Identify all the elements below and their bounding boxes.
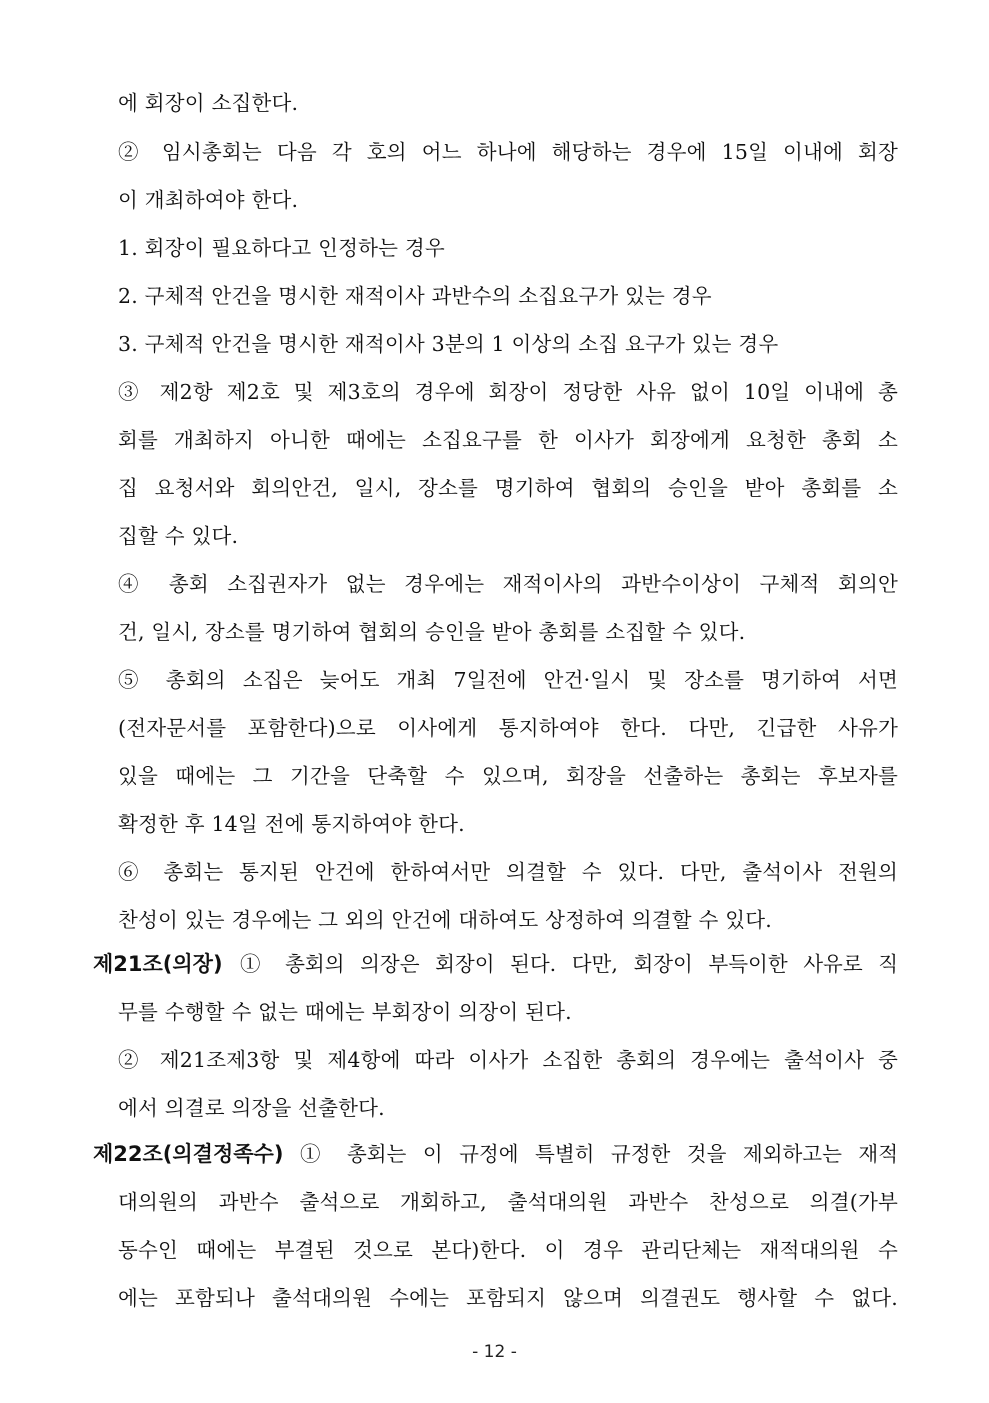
text-line: 이 개최하여야 한다.: [118, 188, 299, 212]
text-line: 건, 일시, 장소를 명기하여 협회의 승인을 받아 총회를 소집할 수 있다.: [118, 620, 746, 644]
text-line: ② 제21조제3항 및 제4항에 따라 이사가 소집한 총회의 경우에는 출석이사 중: [118, 1048, 898, 1072]
text-line: 에 회장이 소집한다.: [118, 91, 299, 115]
text-line: ③ 제2항 제2호 및 제3호의 경우에 회장이 정당한 사유 없이 10일 이내에 총: [118, 380, 898, 404]
text-line: 회를 개최하지 아니한 때에는 소집요구를 한 이사가 회장에게 요청한 총회 소: [118, 428, 898, 452]
text-line: ⑥ 총회는 통지된 안건에 한하여서만 의결할 수 있다. 다만, 출석이사 전원의: [118, 860, 898, 884]
text-line: 에는 포함되나 출석대의원 수에는 포함되지 않으며 의결권도 행사할 수 없다.: [118, 1286, 898, 1310]
text-line: 무를 수행할 수 없는 때에는 부회장이 의장이 된다.: [118, 1000, 572, 1024]
text-line: 에서 의결로 의장을 선출한다.: [118, 1096, 385, 1120]
article-21-heading: 제21조(의장): [93, 952, 223, 976]
text-line: ④ 총회 소집권자가 없는 경우에는 재적이사의 과반수이상이 구체적 회의안: [118, 572, 898, 596]
text-line: 집 요청서와 회의안건, 일시, 장소를 명기하여 협회의 승인을 받아 총회를 소: [118, 476, 898, 500]
text-line: 동수인 때에는 부결된 것으로 본다)한다. 이 경우 관리단체는 재적대의원 수: [118, 1238, 898, 1262]
text-line: ② 임시총회는 다음 각 호의 어느 하나에 해당하는 경우에 15일 이내에 회장: [118, 140, 898, 164]
text-line: 집할 수 있다.: [118, 524, 239, 548]
text-line: 3. 구체적 안건을 명시한 재적이사 3분의 1 이상의 소집 요구가 있는 경우: [118, 332, 779, 356]
text-line: 찬성이 있는 경우에는 그 외의 안건에 대하여도 상정하여 의결할 수 있다.: [118, 908, 772, 932]
text-line: 확정한 후 14일 전에 통지하여야 한다.: [118, 812, 465, 836]
article-22-heading: 제22조(의결정족수): [93, 1142, 284, 1166]
text-line: 1. 회장이 필요하다고 인정하는 경우: [118, 236, 445, 260]
text-line: (전자문서를 포함한다)으로 이사에게 통지하여야 한다. 다만, 긴급한 사유가: [118, 716, 898, 740]
article-22-first-line: ① 총회는 이 규정에 특별히 규정한 것을 제외하고는 재적: [300, 1142, 898, 1166]
text-line: 있을 때에는 그 기간을 단축할 수 있으며, 회장을 선출하는 총회는 후보자를: [118, 764, 898, 788]
article-21-first-line: ① 총회의 의장은 회장이 된다. 다만, 회장이 부득이한 사유로 직: [240, 952, 898, 976]
text-line: 2. 구체적 안건을 명시한 재적이사 과반수의 소집요구가 있는 경우: [118, 284, 712, 308]
text-line: 대의원의 과반수 출석으로 개회하고, 출석대의원 과반수 찬성으로 의결(가부: [118, 1190, 898, 1214]
page-number: - 12 -: [472, 1342, 517, 1362]
text-line: ⑤ 총회의 소집은 늦어도 개최 7일전에 안건·일시 및 장소를 명기하여 서면: [118, 668, 898, 692]
